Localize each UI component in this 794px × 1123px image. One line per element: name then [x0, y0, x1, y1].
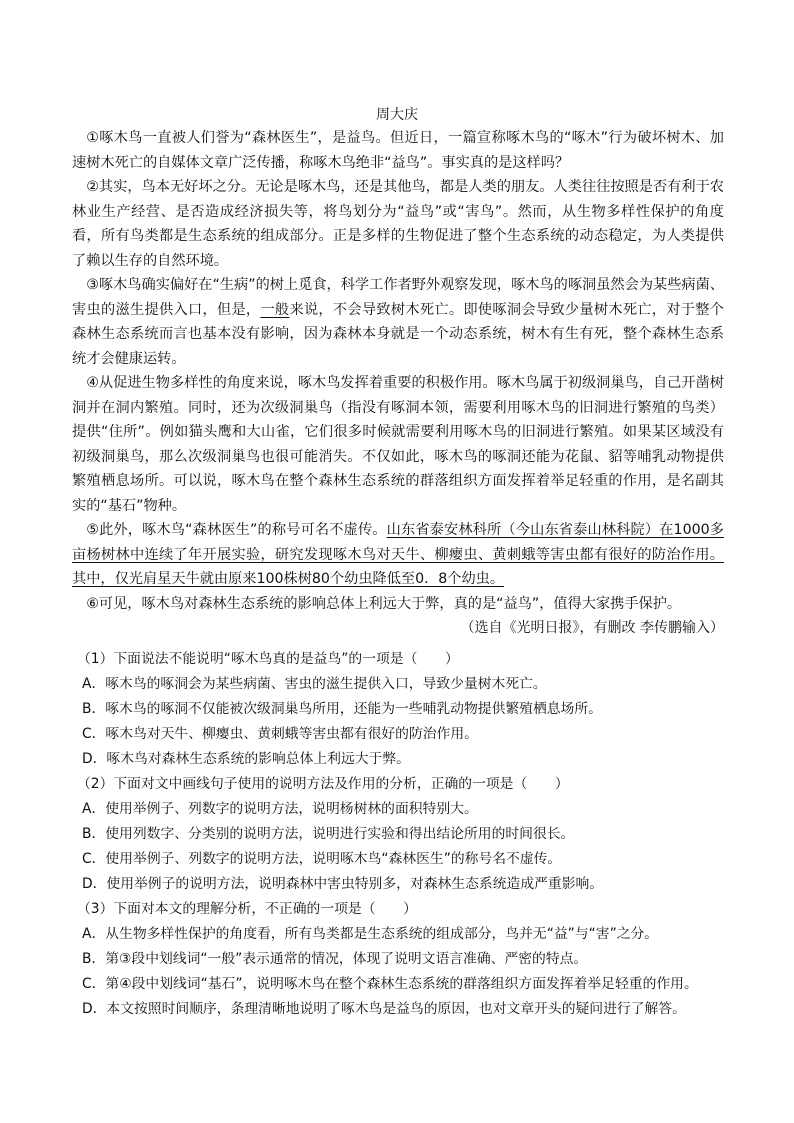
question-option: A．使用举例子、列数字的说明方法，说明杨树林的面积特别大。: [82, 801, 478, 817]
paragraph-1: ①啄木鸟一直被人们誉为“森林医生”，是益鸟。但近日，一篇宣称啄木鸟的“啄木”行为破坏树木、加速树木死亡的自媒体文章广泛传播，称啄木鸟绝非“益鸟”。事实真的是这样吗？: [72, 130, 724, 171]
question-option: B．啄木鸟的啄洞不仅能被次级洞巢鸟所用，还能为一些哺乳动物提供繁殖栖息场所。: [82, 701, 602, 717]
question-option: B．使用列数字、分类别的说明方法，说明进行实验和得出结论所用的时间很长。: [82, 826, 575, 842]
underlined-sentence: 山东省泰安林科所（今山东省泰山林科院）在1000多亩杨树林中连续了年开展实验，研究发现啄木鸟对天牛、柳瘿虫、黄刺蛾等害虫都有很好的防治作用。其中，仅光肩星天牛就由原来100株树80个幼虫降低至0．8个幼虫。: [72, 522, 724, 587]
question-option: A．从生物多样性保护的角度看，所有鸟类都是生态系统的组成部分，鸟并无“益”与“害”之分。: [82, 926, 659, 942]
paragraph-5-text-a: ⑤此外，啄木鸟“森林医生”的称号可名不虚传。: [86, 522, 387, 538]
questions-section: [72, 647, 724, 1022]
paragraph-6: ⑥可见，啄木鸟对森林生态系统的影响总体上利远大于弊，真的是“益鸟”，值得大家携手保护。: [86, 595, 682, 612]
question-2: [72, 772, 724, 897]
paragraph-2: ②其实，鸟本无好坏之分。无论是啄木鸟，还是其他鸟，都是人类的朋友。人类往往按照是否有利于农林业生产经营、是否造成经济损失等，将鸟划分为“益鸟”或“害鸟”。然而，从生物多样性保护的角度看，所有鸟类都是生态系统的组成部分。正是多样的生物促进了整个生态系统的动态稳定，为人类提供了赖以生存的自然环境。: [72, 179, 724, 269]
question-stem: （2）下面对文中画线句子使用的说明方法及作用的分析，正确的一项是（ ）: [77, 776, 569, 792]
paragraph-3: [72, 273, 724, 371]
paragraph-4: ④从促进生物多样性的角度来说，啄木鸟发挥着重要的积极作用。啄木鸟属于初级洞巢鸟，自己开凿树洞并在洞内繁殖。同时，还为次级洞巢鸟（指没有啄洞本领，需要利用啄木鸟的旧洞进行繁殖的鸟类）提供“住所”。例如猫头鹰和大山雀，它们很多时候就需要利用啄木鸟的旧洞进行繁殖。如果某区域没有初级洞巢鸟，那么次级洞巢鸟也很可能消失。不仅如此，啄木鸟的啄洞还能为花鼠、貂等哺乳动物提供繁殖栖息场所。可以说，啄木鸟在整个森林生态系统的群落组织方面发挥着举足轻重的作用，是名副其实的“基石”物种。: [72, 375, 724, 514]
paragraph-3-text-a: ③啄木鸟确实偏好在“生病”的树上觅食，科学工作者野外观察发现，啄木鸟的啄洞虽然会为某些病菌、害虫的滋生提供入口，但是，: [72, 277, 724, 318]
question-stem: （3）下面对本文的理解分析，不正确的一项是（ ）: [77, 901, 417, 917]
article-author: 周大庆: [376, 107, 418, 123]
article-source: （选自《光明日报》，有删改 李传鹏输入）: [460, 620, 724, 636]
question-stem: （1）下面说法不能说明“啄木鸟真的是益鸟”的一项是（ ）: [77, 651, 459, 667]
question-option: D．使用举例子的说明方法，说明森林中害虫特别多，对森林生态系统造成严重影响。: [82, 876, 604, 892]
question-option: C．使用举例子、列数字的说明方法，说明啄木鸟“森林医生”的称号名不虚传。: [82, 851, 562, 867]
article-body: [72, 126, 724, 640]
question-3: [72, 897, 724, 1022]
paragraph-3-text-b: 来说，不会导致树木死亡。即使啄洞会导致少量树木死亡，对于整个森林生态系统而言也基本没有影响，因为森林本身就是一个动态系统，树木有生有死，整个森林生态系统才会健康运转。: [72, 301, 724, 367]
question-1: [72, 647, 724, 772]
question-option: C．啄木鸟对天牛、柳瘿虫、黄刺蛾等害虫都有很好的防治作用。: [82, 726, 478, 742]
question-option: B．第③段中划线词“一般”表示通常的情况，体现了说明文语言准确、严密的特点。: [82, 951, 588, 967]
question-option: D．本文按照时间顺序，条理清晰地说明了啄木鸟是益鸟的原因，也对文章开头的疑问进行了解答。: [82, 1001, 686, 1017]
question-option: A．啄木鸟的啄洞会为某些病菌、害虫的滋生提供入口，导致少量树木死亡。: [82, 676, 547, 692]
underlined-word-yiban: 一般: [260, 301, 290, 318]
question-option: D．啄木鸟对森林生态系统的影响总体上利远大于弊。: [82, 751, 410, 767]
paragraph-5: [72, 518, 724, 592]
question-option: C．第④段中划线词“基石”，说明啄木鸟在整个森林生态系统的群落组织方面发挥着举足轻重的作用。: [82, 976, 698, 992]
